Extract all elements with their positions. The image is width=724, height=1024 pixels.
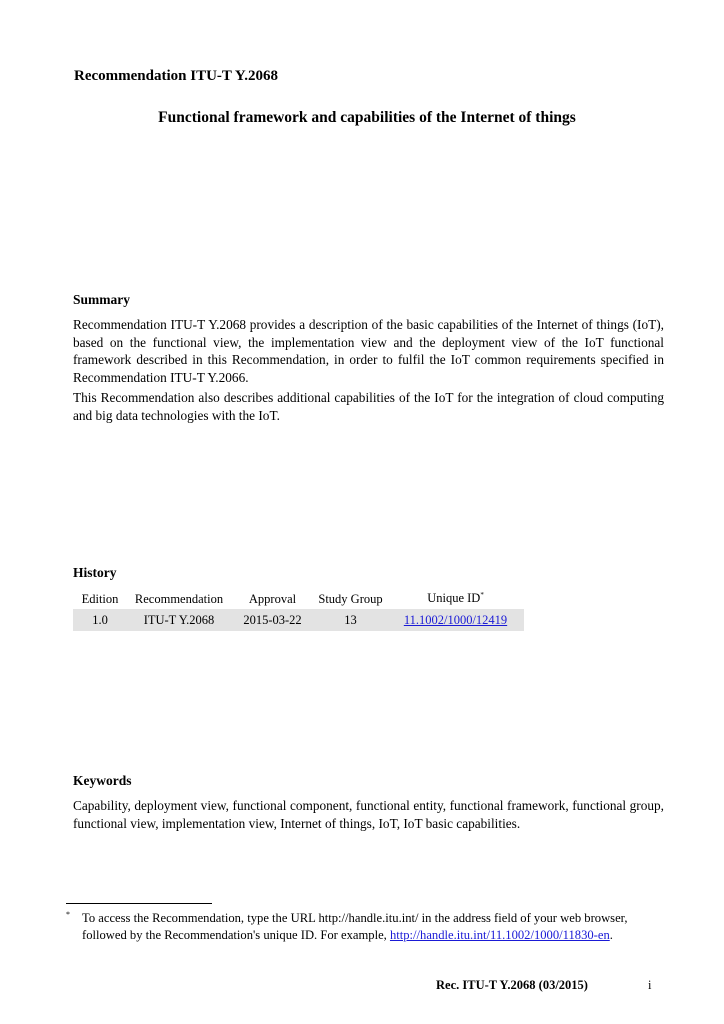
footnote-end: .: [609, 928, 613, 942]
footnote-marker: *: [480, 591, 484, 600]
keywords-text: Capability, deployment view, functional component, functional entity, functional framework, functional group, functional view, implementation view, Internet of things, IoT, IoT basic capabilities.: [73, 798, 664, 831]
col-approval: Approval: [248, 591, 297, 606]
col-edition: Edition: [81, 591, 119, 606]
cell-study-group: 13: [314, 609, 387, 631]
summary-paragraph-1: Recommendation ITU-T Y.2068 provides a description of the basic capabilities of the Internet of things (IoT), based on the functional view, the implementation view and the deployment view of the IoT functional framework described in this Recommendation, in order to fulfil the IoT common requirements specified in Recommendation ITU-T Y.2066.: [73, 317, 664, 385]
cell-unique-id: [387, 609, 524, 631]
footnote-marker-bottom: *: [66, 910, 70, 919]
unique-id-link[interactable]: 11.1002/1000/12419: [403, 612, 508, 627]
footnote-divider: [66, 903, 212, 904]
cell-edition: 1.0: [73, 609, 127, 631]
col-unique-id: [387, 589, 524, 609]
document-title: Functional framework and capabilities of the Internet of things: [158, 109, 576, 126]
summary-heading: Summary: [73, 292, 130, 307]
footnote-body: To access the Recommendation, type the URL http://handle.itu.int/ in the address field of your web browser, followed by the Recommendation's unique ID. For example,: [82, 911, 628, 942]
history-table-header: [73, 589, 524, 609]
cell-approval: 2015-03-22: [231, 609, 314, 631]
col-study-group: Study Group: [318, 591, 383, 606]
history-table: [73, 589, 524, 631]
table-row: [73, 609, 524, 631]
recommendation-title: Recommendation ITU-T Y.2068: [74, 68, 279, 84]
keywords-heading: Keywords: [73, 773, 132, 788]
footnote-link[interactable]: http://handle.itu.int/11.1002/1000/11830-en: [389, 928, 610, 942]
footer-reference: Rec. ITU-T Y.2068 (03/2015): [436, 978, 588, 992]
cell-recommendation: ITU-T Y.2068: [127, 609, 231, 631]
col-unique-id-label: Unique ID: [427, 591, 481, 606]
history-heading: History: [73, 565, 117, 580]
col-recommendation: Recommendation: [134, 591, 224, 606]
page-number: i: [648, 978, 652, 992]
footnote-text: [82, 910, 662, 944]
summary-paragraph-2: This Recommendation also describes additional capabilities of the IoT for the integration of cloud computing and big data technologies with the IoT.: [73, 390, 664, 423]
